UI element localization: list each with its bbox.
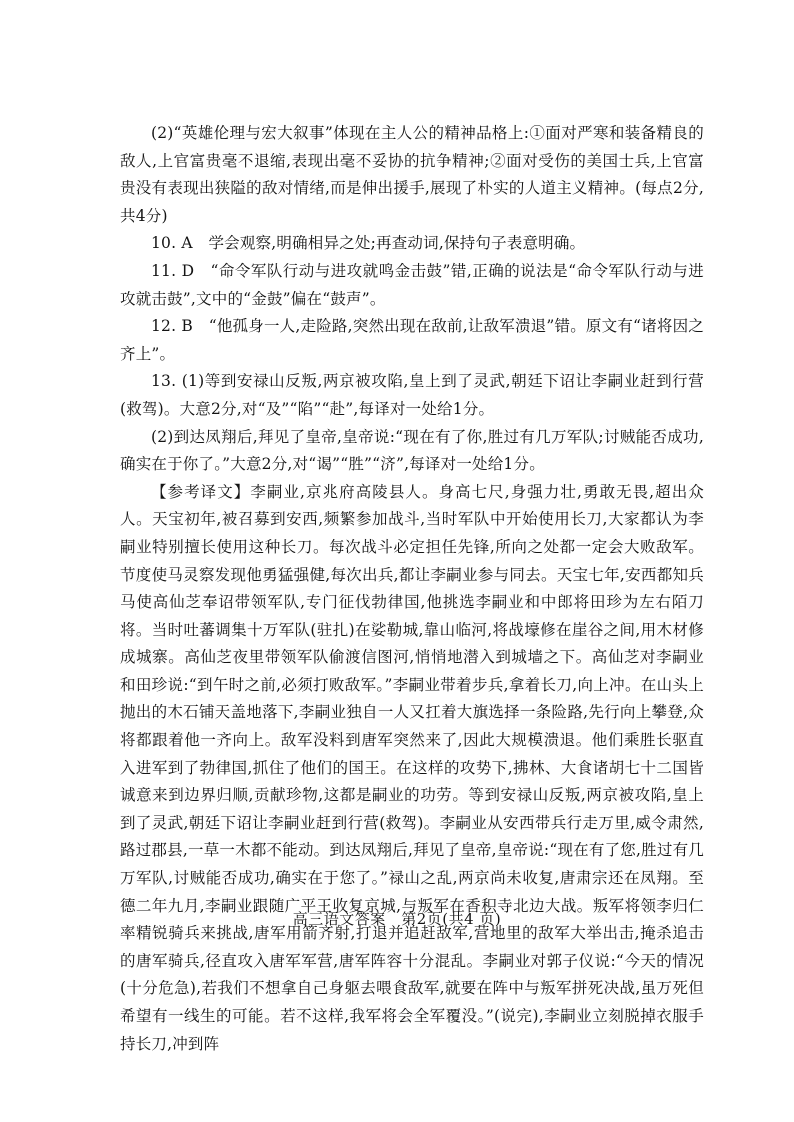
- answer-13-1: 13. (1)等到安禄山反叛,两京被攻陷,皇上到了灵武,朝廷下诏让李嗣业赶到行营(救驾)。大意2分,对“及”“陷”“赴”,每译对一处给1分。: [120, 372, 704, 418]
- answer-11: 11. D “命令军队行动与进攻就鸣金击鼓”错,正确的说法是“命令军队行动与进攻就击鼓”,文中的“金鼓”偏在“鼓声”。: [120, 261, 704, 308]
- answer-10: 10. A 学会观察,明确相异之处;再查动词,保持句子表意明确。: [151, 234, 586, 253]
- answer-12: 12. B “他孤身一人,走险路,突然出现在敌前,让敌军溃退”错。原文有“诸将因之齐上”。: [120, 317, 704, 363]
- answer-13-2: (2)到达凤翔后,拜见了皇帝,皇帝说:“现在有了你,胜过有几万军队;讨贼能否成功,确实在于你了。”大意2分,对“谒”“胜”“济”,每译对一处给1分。: [120, 427, 704, 474]
- page-footer: 高三语文答案 第2页(共4 页): [292, 910, 502, 928]
- reference-translation: 【参考译文】李嗣业,京兆府高陵县人。身高七尺,身强力壮,勇敢无畏,超出众人。天宝初年,被召募到安西,频繁参加战斗,当时军队中开始使用长刀,大家都认为李嗣业特别擅长使用这种长刀。每次战斗必定担任先锋,所向之处都一定会大败敌军。节度使马灵察发现他勇猛强健,每次出兵,都让李嗣业参与同去。天宝七年,安西都知兵马使高仙芝奉诏带领军队,专门征伐勃律国,他挑选李嗣业和中郎将田珍为左右陌刀将。当时吐蕃调集十万军队(驻扎)在娑勒城,靠山临河,将战壕修在崖谷之间,用木材修成城寨。高仙芝夜里带领军队偷渡信图河,悄悄地潜入到城墙之下。高仙芝对李嗣业和田珍说:“到午时之前,必须打败敌军。”李嗣业带着步兵,拿着长刀,向上冲。在山头上抛出的木石铺天盖地落下,李嗣业独自一人又扛着大旗选择一条险路,先行向上攀登,众将都跟着他一齐向上。敌军没料到唐军突然来了,因此大规模溃退。他们乘胜长驱直入进军到了勃律国,抓住了他们的国王。在这样的攻势下,拂林、大食诸胡七十二国皆诚意来到边界归顺,贡献珍物,这都是嗣业的功劳。等到安禄山反叛,两京被攻陷,皇上到了灵武,朝廷下诏让李嗣业赶到行营(救驾)。李嗣业从安西带兵行走万里,威令肃然,路过郡县,一草一木都不能动。到达凤翔后,拜见了皇帝,皇帝说:“现在有了您,胜过有几万军队,讨贼能否成功,确实在于您了。”禄山之乱,两京尚未收复,唐肃宗还在凤翔。至德二年九月,李嗣业跟随广平王收复京城,与叛军在香积寺北边大战。叛军将领李归仁率精锐骑兵来挑战,唐军用箭齐射,打退并追赶敌军,营地里的敌军大举出击,掩杀追击的唐军骑兵,径直攻入唐军军营,唐军阵容十分混乱。李嗣业对郭子仪说:“今天的情况(十分危急),若我们不想拿自己身躯去喂食敌军,就要在阵中与叛军拼死决战,虽万死但希望有一线生的可能。若不这样,我军将会全军覆没。”(说完),李嗣业立刻脱掉衣服手持长刀,冲到阵: [120, 482, 704, 1053]
- answer-9-2: (2)“英雄伦理与宏大叙事”体现在主人公的精神品格上:①面对严寒和装备精良的敌人,上官富贵毫不退缩,表现出毫不妥协的抗争精神;②面对受伤的美国士兵,上官富贵没有表现出狭隘的敌对情绪,而是伸出援手,展现了朴实的人道主义精神。(每点2分,共4分): [120, 124, 704, 225]
